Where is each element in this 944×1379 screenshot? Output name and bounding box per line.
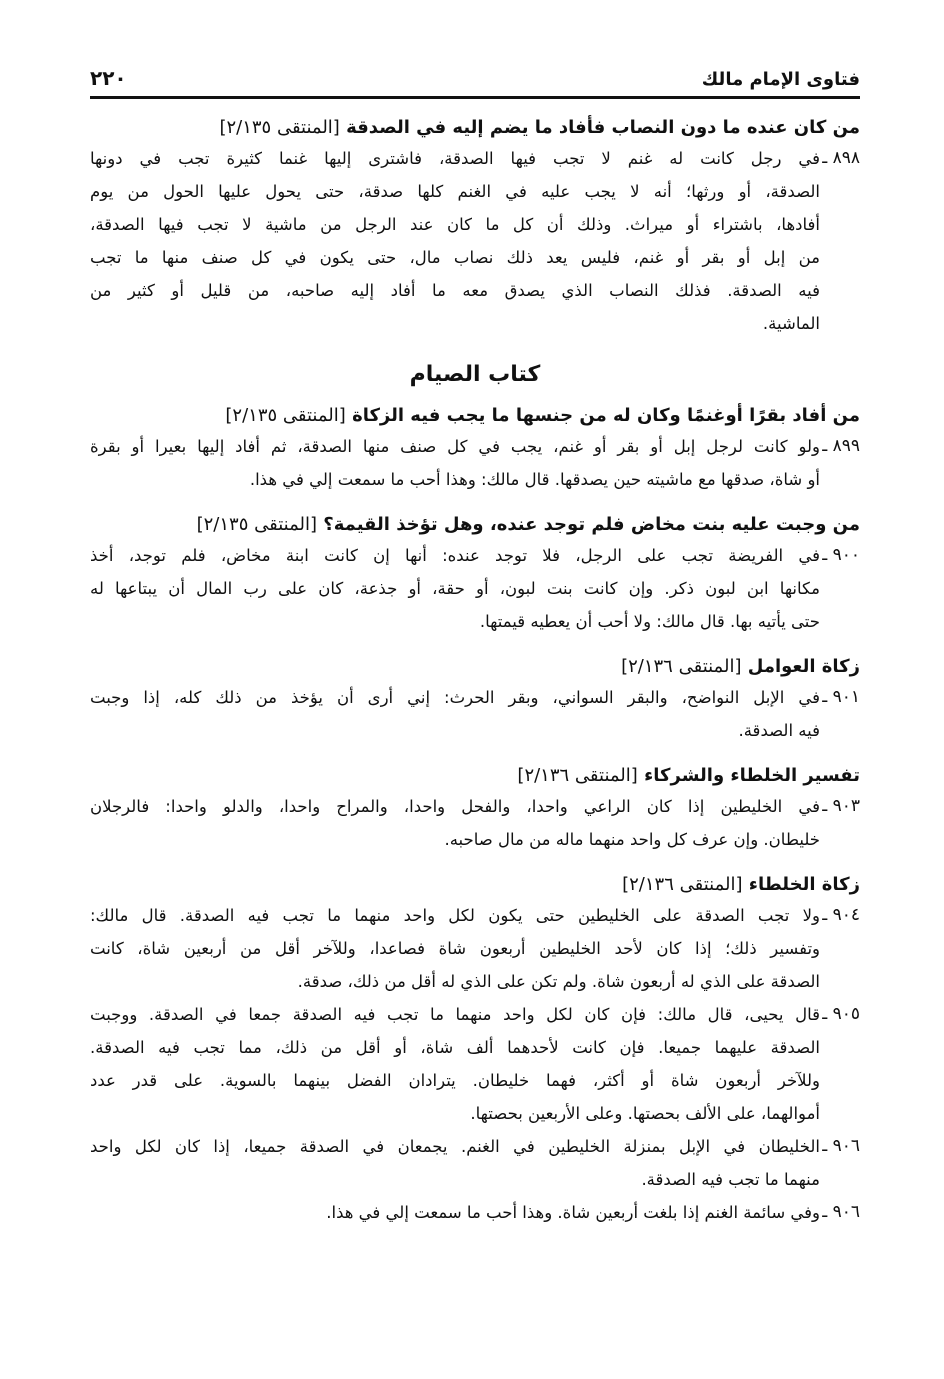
text-line: خليطان. وإن عرف كل واحد منهما ماله من مال صاحبه. — [444, 830, 820, 849]
numbered-paragraph — [90, 681, 860, 747]
section-heading — [90, 405, 860, 426]
text-line: أفادها، باشتراء أو ميراث. وذلك أن كل ما كان عند الرجل من ماشية لا تجب فيها الصدقة، — [90, 215, 820, 234]
paragraph-body — [90, 539, 820, 638]
heading-text: زكاة الخلطاء — [748, 874, 860, 895]
numbered-paragraph — [90, 790, 860, 856]
section-heading — [90, 874, 860, 895]
section-heading — [90, 656, 860, 677]
heading-text: من كان عنده ما دون النصاب فأفاد ما يضم إليه في الصدقة — [346, 117, 860, 138]
heading-text: تفسير الخلطاء والشركاء — [644, 765, 860, 786]
source-reference: [المنتقى ٢/١٣٥] — [219, 117, 340, 138]
section-heading — [90, 117, 860, 138]
paragraph-number: ٩٠٦ ـ — [822, 1136, 860, 1156]
text-line: الصدقة، أو ورثها؛ أنه لا يجب عليه في الغنم كلها صدقة، حتى يحول عليها الحول من يوم — [90, 182, 820, 201]
page-content — [90, 117, 860, 1229]
text-line: مكانها ابن لبون ذكر. وإن كانت بنت لبون، أو حقة، أو جذعة، كان على رب المال أن يبتاعها له — [90, 579, 820, 598]
text-line: في الإبل النواضح، والبقر السواني، وبقر الحرث: إني أرى أن يؤخذ من ذلك كله، إذا وجبت — [90, 688, 820, 707]
text-line: أموالهما، على الألف بحصتها. وعلى الأربعين بحصتها. — [470, 1104, 820, 1123]
heading-text: زكاة العوامل — [747, 656, 860, 677]
text-line: الخليطان في الإبل بمنزلة الخليطين في الغنم. يجمعان في الصدقة جميعا، إذا كان لكل واحد — [90, 1137, 820, 1156]
text-line: وفي سائمة الغنم إذا بلغت أربعين شاة. وهذا أحب ما سمعت إلي في هذا. — [326, 1203, 820, 1222]
source-reference: [المنتقى ٢/١٣٥] — [225, 405, 346, 426]
paragraph-number: ٩٠٦ ـ — [822, 1202, 860, 1222]
numbered-paragraph — [90, 1130, 860, 1196]
text-line: قال يحيى، قال مالك: فإن كان لكل واحد منهما ما تجب فيه الصدقة جمعا في الصدقة. ووجبت — [90, 1005, 820, 1024]
text-line: الماشية. — [762, 314, 820, 333]
text-line: فيه الصدقة. — [738, 721, 820, 740]
text-line: منهما ما تجب فيه الصدقة. — [641, 1170, 820, 1189]
numbered-paragraph — [90, 1196, 860, 1229]
text-line: الصدقة عليهما جميعا. فإن كانت لأحدهما ألف شاة، أو أقل من ذلك، مما تجب فيه الصدقة. — [90, 1038, 820, 1057]
paragraph-body — [90, 681, 820, 747]
section-heading — [90, 765, 860, 786]
text-line: حتى يأتيه بها. قال مالك: ولا أحب أن يعطيه قيمتها. — [479, 612, 820, 631]
text-line: ولا تجب الصدقة على الخليطين حتى يكون لكل واحد منهما ما تجب فيه الصدقة. قال مالك: — [90, 906, 820, 925]
text-line: وتفسير ذلك؛ إذا كان لأحد الخليطين أربعون شاة فصاعدا، وللآخر أقل من أربعين شاة، كانت — [90, 939, 820, 958]
text-line: أو شاة، صدقها مع ماشيته حين يصدقها. قال مالك: وهذا أحب ما سمعت إلي في هذا. — [249, 470, 820, 489]
numbered-paragraph — [90, 998, 860, 1130]
paragraph-number: ٨٩٩ ـ — [822, 436, 860, 456]
text-line: فيه الصدقة. فذلك النصاب الذي يصدق معه ما أفاد إليه صاحبه، من قليل أو كثير من — [90, 281, 820, 300]
text-line: وللآخر أربعون شاة أو أكثر، فهما خليطان. يترادان الفضل بينهما بالسوية. على قدر عدد — [90, 1071, 820, 1090]
text-line: في الخليطين إذا كان الراعي واحدا، والفحل واحدا، والمراح واحدا، والدلو واحدا: فالرجلان — [90, 797, 820, 816]
page-number: ٢٢٠ — [90, 66, 127, 90]
text-line: في رجل كانت له غنم لا تجب فيها الصدقة، فاشترى إليها غنما كثيرة تجب في دونها — [90, 149, 820, 168]
running-header — [90, 56, 860, 99]
paragraph-number: ٩٠١ ـ — [822, 687, 860, 707]
heading-text: من أفاد بقرًا أوغنمًا وكان له من جنسها ما يجب فيه الزكاة — [352, 405, 860, 426]
paragraph-number: ٩٠٣ ـ — [822, 796, 860, 816]
paragraph-body — [90, 790, 820, 856]
paragraph-body — [90, 430, 820, 496]
source-reference: [المنتقى ٢/١٣٦] — [517, 765, 638, 786]
section-heading — [90, 514, 860, 535]
text-line: ولو كانت لرجل إبل أو بقر أو غنم، يجب في كل صنف منها الصدقة، ثم أفاد إليها بعيرا أو بقرة — [90, 437, 820, 456]
paragraph-number: ٩٠٠ ـ — [822, 545, 860, 565]
source-reference: [المنتقى ٢/١٣٥] — [196, 514, 317, 535]
numbered-paragraph — [90, 899, 860, 998]
paragraph-body — [90, 899, 820, 998]
source-reference: [المنتقى ٢/١٣٦] — [621, 656, 742, 677]
paragraph-body — [90, 1130, 820, 1196]
paragraph-number: ٩٠٥ ـ — [822, 1004, 860, 1024]
book-page — [90, 56, 860, 1229]
paragraph-number: ٨٩٨ ـ — [822, 148, 860, 168]
text-line: الصدقة على الذي له أربعون شاة. ولم تكن على الذي له أقل من ذلك، صدقة. — [297, 972, 820, 991]
numbered-paragraph — [90, 539, 860, 638]
numbered-paragraph — [90, 430, 860, 496]
paragraph-body — [90, 1196, 820, 1229]
paragraph-body — [90, 998, 820, 1130]
book-title: فتاوى الإمام مالك — [701, 69, 860, 90]
source-reference: [المنتقى ٢/١٣٦] — [622, 874, 743, 895]
paragraph-number: ٩٠٤ ـ — [822, 905, 860, 925]
heading-text: من وجبت عليه بنت مخاض فلم توجد عنده، وهل تؤخذ القيمة؟ — [323, 514, 860, 535]
paragraph-body — [90, 142, 820, 340]
text-line: من إبل أو بقر أو غنم، فليس يعد ذلك نصاب مال، حتى يكون في كل صنف منها ما تجب — [90, 248, 820, 267]
text-line: في الفريضة تجب على الرجل، فلا توجد عنده: أنها إن كانت ابنة مخاض، فلم توجد، أخذ — [90, 546, 820, 565]
numbered-paragraph — [90, 142, 860, 340]
chapter-title: كتاب الصيام — [409, 362, 541, 387]
